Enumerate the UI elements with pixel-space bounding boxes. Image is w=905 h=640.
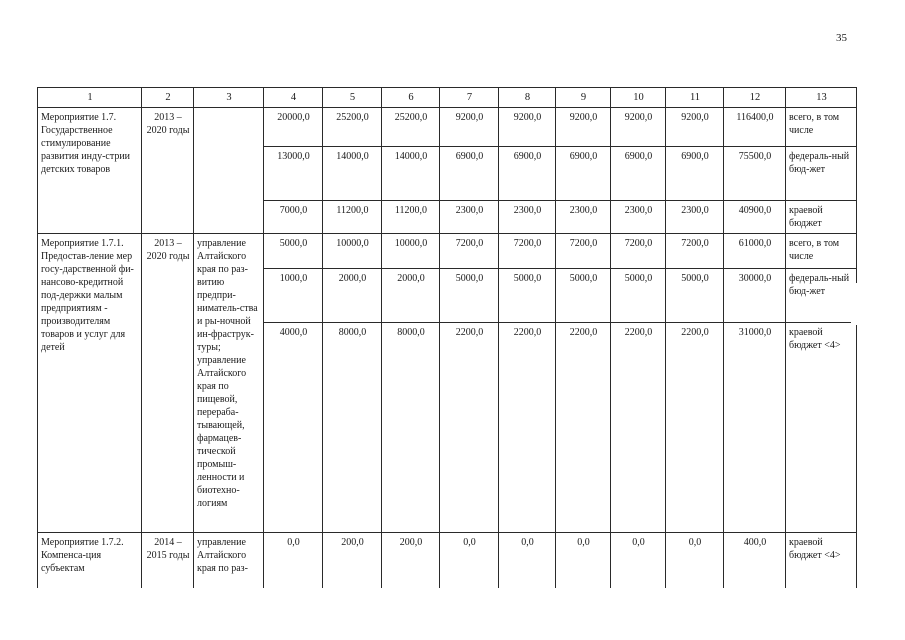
value-cell: 11200,0 <box>323 200 382 233</box>
total-cell: 30000,0 <box>724 268 786 322</box>
value-cell: 5000,0 <box>666 268 724 322</box>
col-header: 4 <box>264 88 323 108</box>
value-cell: 6900,0 <box>499 146 556 200</box>
value-cell: 13000,0 <box>264 146 323 200</box>
value-cell: 2300,0 <box>666 200 724 233</box>
activity-executor <box>194 107 264 233</box>
value-cell: 6900,0 <box>611 146 666 200</box>
value-cell: 14000,0 <box>323 146 382 200</box>
funding-source: федераль-ный бюд-жет <box>786 268 857 322</box>
funding-source: федераль-ный бюд-жет <box>786 146 857 200</box>
funding-source: всего, в том числе <box>786 107 857 146</box>
funding-source: краевой бюджет <4> <box>786 322 857 532</box>
col-header: 11 <box>666 88 724 108</box>
table-row <box>38 233 857 268</box>
value-cell: 1000,0 <box>264 268 323 322</box>
value-cell: 25200,0 <box>323 107 382 146</box>
value-cell: 5000,0 <box>264 233 323 268</box>
value-cell: 0,0 <box>499 532 556 588</box>
value-cell: 0,0 <box>666 532 724 588</box>
col-header: 1 <box>38 88 142 108</box>
value-cell: 2300,0 <box>440 200 499 233</box>
col-header: 10 <box>611 88 666 108</box>
activity-executor: управление Алтайского края по раз- <box>194 532 264 588</box>
value-cell: 200,0 <box>382 532 440 588</box>
value-cell: 7200,0 <box>556 233 611 268</box>
col-header: 3 <box>194 88 264 108</box>
value-cell: 11200,0 <box>382 200 440 233</box>
value-cell: 5000,0 <box>556 268 611 322</box>
value-cell: 0,0 <box>556 532 611 588</box>
value-cell: 2300,0 <box>611 200 666 233</box>
col-header: 13 <box>786 88 857 108</box>
activity-period: 2013 – 2020 годы <box>142 107 194 233</box>
activity-name: Мероприятие 1.7. Государственное стимулирование развития инду-стрии детских товаров <box>38 107 142 233</box>
total-cell: 40900,0 <box>724 200 786 233</box>
col-header: 9 <box>556 88 611 108</box>
value-cell: 0,0 <box>611 532 666 588</box>
col-header: 7 <box>440 88 499 108</box>
value-cell: 6900,0 <box>556 146 611 200</box>
total-cell: 31000,0 <box>724 322 786 532</box>
value-cell: 5000,0 <box>440 268 499 322</box>
value-cell: 9200,0 <box>556 107 611 146</box>
total-cell: 116400,0 <box>724 107 786 146</box>
value-cell: 9200,0 <box>440 107 499 146</box>
activity-period: 2014 – 2015 годы <box>142 532 194 588</box>
value-cell: 0,0 <box>440 532 499 588</box>
value-cell: 2300,0 <box>556 200 611 233</box>
value-cell: 9200,0 <box>499 107 556 146</box>
value-cell: 25200,0 <box>382 107 440 146</box>
funding-source: краевой бюджет <box>786 200 857 233</box>
activity-name: Мероприятие 1.7.1. Предостав-ление мер госу-дарственной фи-нансово-кредитной под-держки малым предприятиям - производителям товаров и услуг для детей <box>38 233 142 532</box>
scan-whiteout <box>851 283 905 325</box>
value-cell: 6900,0 <box>666 146 724 200</box>
funding-source: всего, в том числе <box>786 233 857 268</box>
value-cell: 20000,0 <box>264 107 323 146</box>
value-cell: 200,0 <box>323 532 382 588</box>
activity-executor: управление Алтайского края по раз-витию предпри-ниматель-ства и ры-ночной ин-фраструк-туры; управление Алтайского края по пищевой, перераба-тывающей, фармацев-тической промыш-ленности и биотехно-логиям <box>194 233 264 532</box>
col-header: 2 <box>142 88 194 108</box>
value-cell: 8000,0 <box>382 322 440 532</box>
value-cell: 4000,0 <box>264 322 323 532</box>
value-cell: 7200,0 <box>440 233 499 268</box>
value-cell: 7200,0 <box>499 233 556 268</box>
funding-source: краевой бюджет <4> <box>786 532 857 588</box>
value-cell: 0,0 <box>264 532 323 588</box>
value-cell: 2300,0 <box>499 200 556 233</box>
value-cell: 2000,0 <box>382 268 440 322</box>
total-cell: 75500,0 <box>724 146 786 200</box>
value-cell: 9200,0 <box>666 107 724 146</box>
col-header: 6 <box>382 88 440 108</box>
col-header: 5 <box>323 88 382 108</box>
budget-table <box>37 87 857 588</box>
value-cell: 7000,0 <box>264 200 323 233</box>
value-cell: 14000,0 <box>382 146 440 200</box>
page-number: 35 <box>836 32 847 44</box>
value-cell: 2000,0 <box>323 268 382 322</box>
value-cell: 5000,0 <box>611 268 666 322</box>
col-header: 8 <box>499 88 556 108</box>
col-header: 12 <box>724 88 786 108</box>
value-cell: 2200,0 <box>666 322 724 532</box>
value-cell: 10000,0 <box>382 233 440 268</box>
value-cell: 9200,0 <box>611 107 666 146</box>
table-row <box>38 532 857 588</box>
value-cell: 2200,0 <box>556 322 611 532</box>
value-cell: 7200,0 <box>611 233 666 268</box>
table-row <box>38 107 857 146</box>
total-cell: 400,0 <box>724 532 786 588</box>
value-cell: 6900,0 <box>440 146 499 200</box>
value-cell: 2200,0 <box>611 322 666 532</box>
activity-period: 2013 – 2020 годы <box>142 233 194 532</box>
value-cell: 7200,0 <box>666 233 724 268</box>
value-cell: 8000,0 <box>323 322 382 532</box>
value-cell: 2200,0 <box>499 322 556 532</box>
value-cell: 2200,0 <box>440 322 499 532</box>
value-cell: 5000,0 <box>499 268 556 322</box>
value-cell: 10000,0 <box>323 233 382 268</box>
header-row <box>38 88 857 108</box>
activity-name: Мероприятие 1.7.2. Компенса-ция субъектам <box>38 532 142 588</box>
total-cell: 61000,0 <box>724 233 786 268</box>
